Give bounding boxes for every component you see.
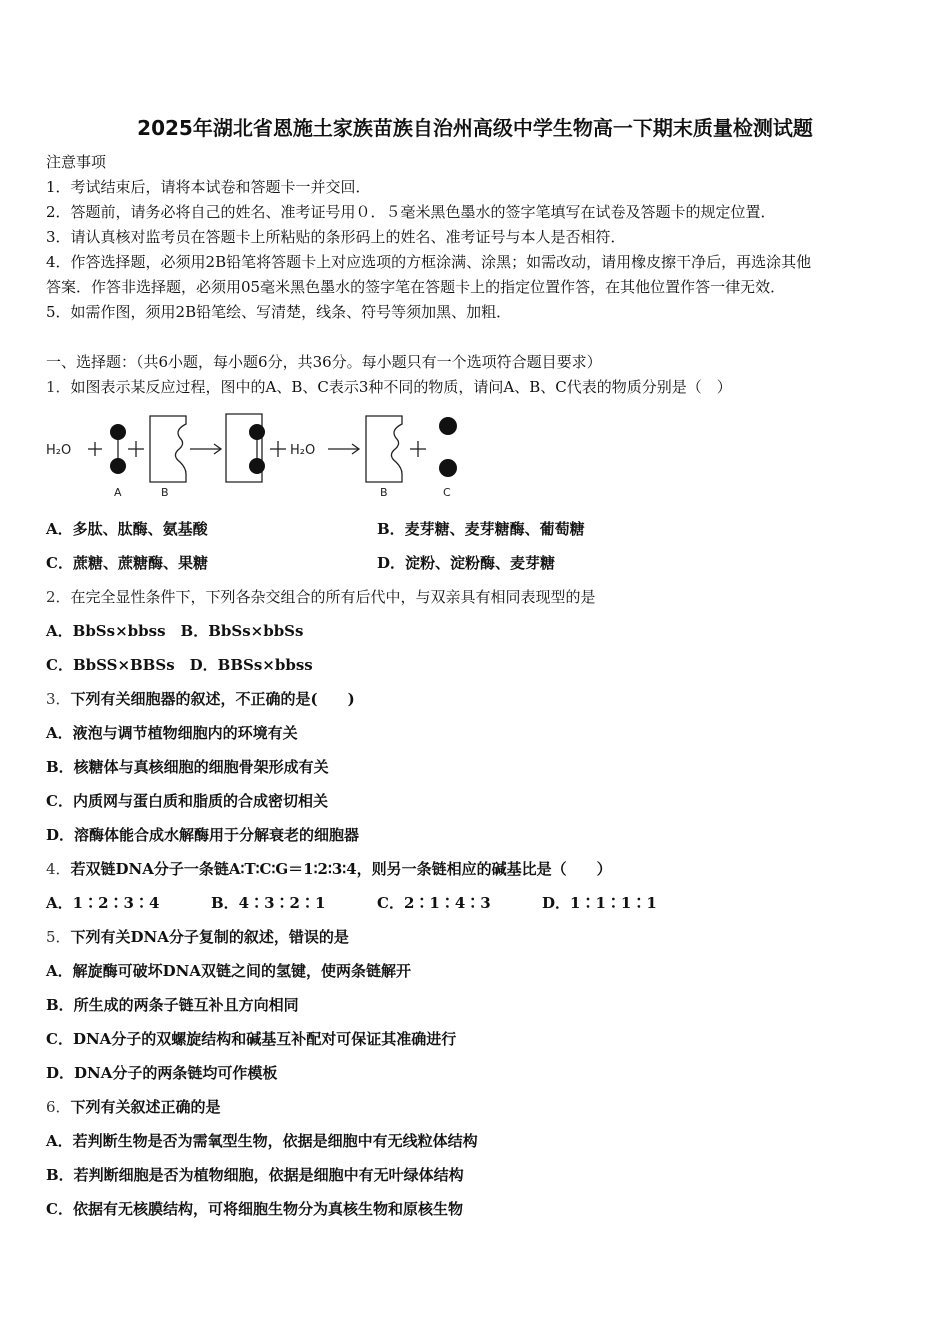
question-5-stem bbox=[46, 927, 349, 947]
question-text: 在完全显性条件下，下列各杂交组合的所有后代中，与双亲具有相同表现型的是 bbox=[70, 588, 596, 606]
question-number: 5． bbox=[46, 928, 71, 946]
section-heading: 一、选择题：（共6小题，每小题6分，共36分。每小题只有一个选项符合题目要求） bbox=[46, 353, 602, 371]
notice-item: 3．请认真核对监考员在答题卡上所粘贴的条形码上的姓名、准考证号与本人是否相符． bbox=[46, 228, 626, 246]
complex-bottom-dot bbox=[249, 458, 265, 474]
option-a[interactable]: A．液泡与调节植物细胞内的环境有关 bbox=[46, 724, 298, 742]
label-c: C bbox=[443, 486, 451, 499]
question-number: 2． bbox=[46, 588, 71, 606]
label-b: B bbox=[380, 486, 388, 499]
option-a[interactable]: A．多肽、肽酶、氨基酸 bbox=[46, 520, 208, 538]
notice-item: 1．考试结束后，请将本试卷和答题卡一并交回． bbox=[46, 178, 371, 196]
notice-heading: 注意事项 bbox=[46, 153, 107, 171]
notice-item: 4．作答选择题，必须用2B铅笔将答题卡上对应选项的方框涂满、涂黑；如需改动，请用橡皮擦干净后，再选涂其他 bbox=[46, 253, 812, 271]
question-text: 下列有关叙述正确的是 bbox=[70, 1098, 221, 1116]
question-4-stem bbox=[46, 859, 612, 879]
option-cd[interactable]: C．BbSS×BBSs D．BBSs×bbss bbox=[46, 656, 313, 674]
option-d[interactable]: D．1∶1∶1∶1 bbox=[542, 894, 657, 912]
product-c-bottom-dot bbox=[439, 459, 457, 477]
molecule-a-top-dot bbox=[110, 424, 126, 440]
question-text: 如图表示某反应过程，图中的A、B、C表示3种不同的物质，请问A、B、C代表的物质分别是（ ） bbox=[70, 378, 732, 396]
page-title: 2025年湖北省恩施土家族苗族自治州高级中学生物高一下期末质量检测试题 bbox=[137, 116, 813, 140]
option-c[interactable]: C．蔗糖、蔗糖酶、果糖 bbox=[46, 554, 208, 572]
option-d[interactable]: D．溶酶体能合成水解酶用于分解衰老的细胞器 bbox=[46, 826, 360, 844]
question-1-stem bbox=[46, 377, 732, 397]
option-b[interactable]: B．若判断细胞是否为植物细胞，依据是细胞中有无叶绿体结构 bbox=[46, 1166, 464, 1184]
product-c-top-dot bbox=[439, 417, 457, 435]
question-text: 下列有关DNA分子复制的叙述，错误的是 bbox=[70, 928, 349, 946]
option-b[interactable]: B．所生成的两条子链互补且方向相同 bbox=[46, 996, 299, 1014]
question-2-stem bbox=[46, 587, 596, 607]
h2o-label: H₂O bbox=[46, 443, 72, 458]
option-d[interactable]: D．淀粉、淀粉酶、麦芽糖 bbox=[377, 554, 556, 572]
option-a[interactable]: A．若判断生物是否为需氧型生物，依据是细胞中有无线粒体结构 bbox=[46, 1132, 478, 1150]
option-b[interactable]: B．麦芽糖、麦芽糖酶、葡萄糖 bbox=[377, 520, 585, 538]
molecule-a-bottom-dot bbox=[110, 458, 126, 474]
reaction-diagram bbox=[40, 408, 480, 504]
option-c[interactable]: C．DNA分子的双螺旋结构和碱基互补配对可保证其准确进行 bbox=[46, 1030, 457, 1048]
question-text: 下列有关细胞器的叙述，不正确的是( ) bbox=[70, 690, 355, 708]
question-number: 1． bbox=[46, 378, 71, 396]
label-a: A bbox=[114, 486, 122, 499]
notice-item: 2．答题前，请务必将自己的姓名、准考证号用０．５毫米黑色墨水的签字笔填写在试卷及答题卡的规定位置． bbox=[46, 203, 776, 221]
label-b: B bbox=[161, 486, 169, 499]
question-number: 6． bbox=[46, 1098, 71, 1116]
h2o-label: H₂O bbox=[290, 443, 316, 458]
question-number: 4． bbox=[46, 860, 71, 878]
notice-item: 答案．作答非选择题，必须用05毫米黑色墨水的签字笔在答题卡上的指定位置作答，在其他位置作答一律无效． bbox=[46, 278, 786, 296]
option-d[interactable]: D．DNA分子的两条链均可作模板 bbox=[46, 1064, 278, 1082]
option-a[interactable]: A．1∶2∶3∶4 bbox=[46, 894, 160, 912]
option-c[interactable]: C．内质网与蛋白质和脂质的合成密切相关 bbox=[46, 792, 328, 810]
option-c[interactable]: C．依据有无核膜结构，可将细胞生物分为真核生物和原核生物 bbox=[46, 1200, 463, 1218]
option-c[interactable]: C．2∶1∶4∶3 bbox=[377, 894, 491, 912]
option-b[interactable]: B．核糖体与真核细胞的细胞骨架形成有关 bbox=[46, 758, 329, 776]
question-text: 若双链DNA分子一条链A∶T∶C∶G＝1∶2∶3∶4，则另一条链相应的碱基比是（ ） bbox=[70, 860, 612, 878]
notice-item: 5．如需作图，须用2B铅笔绘、写清楚，线条、符号等须加黑、加粗． bbox=[46, 303, 512, 321]
complex-top-dot bbox=[249, 424, 265, 440]
question-3-stem bbox=[46, 689, 355, 709]
question-6-stem bbox=[46, 1097, 221, 1117]
option-a[interactable]: A．解旋酶可破坏DNA双链之间的氢键，使两条链解开 bbox=[46, 962, 411, 980]
option-ab[interactable]: A．BbSs×bbss B．BbSs×bbSs bbox=[46, 622, 304, 640]
option-b[interactable]: B．4∶3∶2∶1 bbox=[211, 894, 326, 912]
question-number: 3． bbox=[46, 690, 71, 708]
